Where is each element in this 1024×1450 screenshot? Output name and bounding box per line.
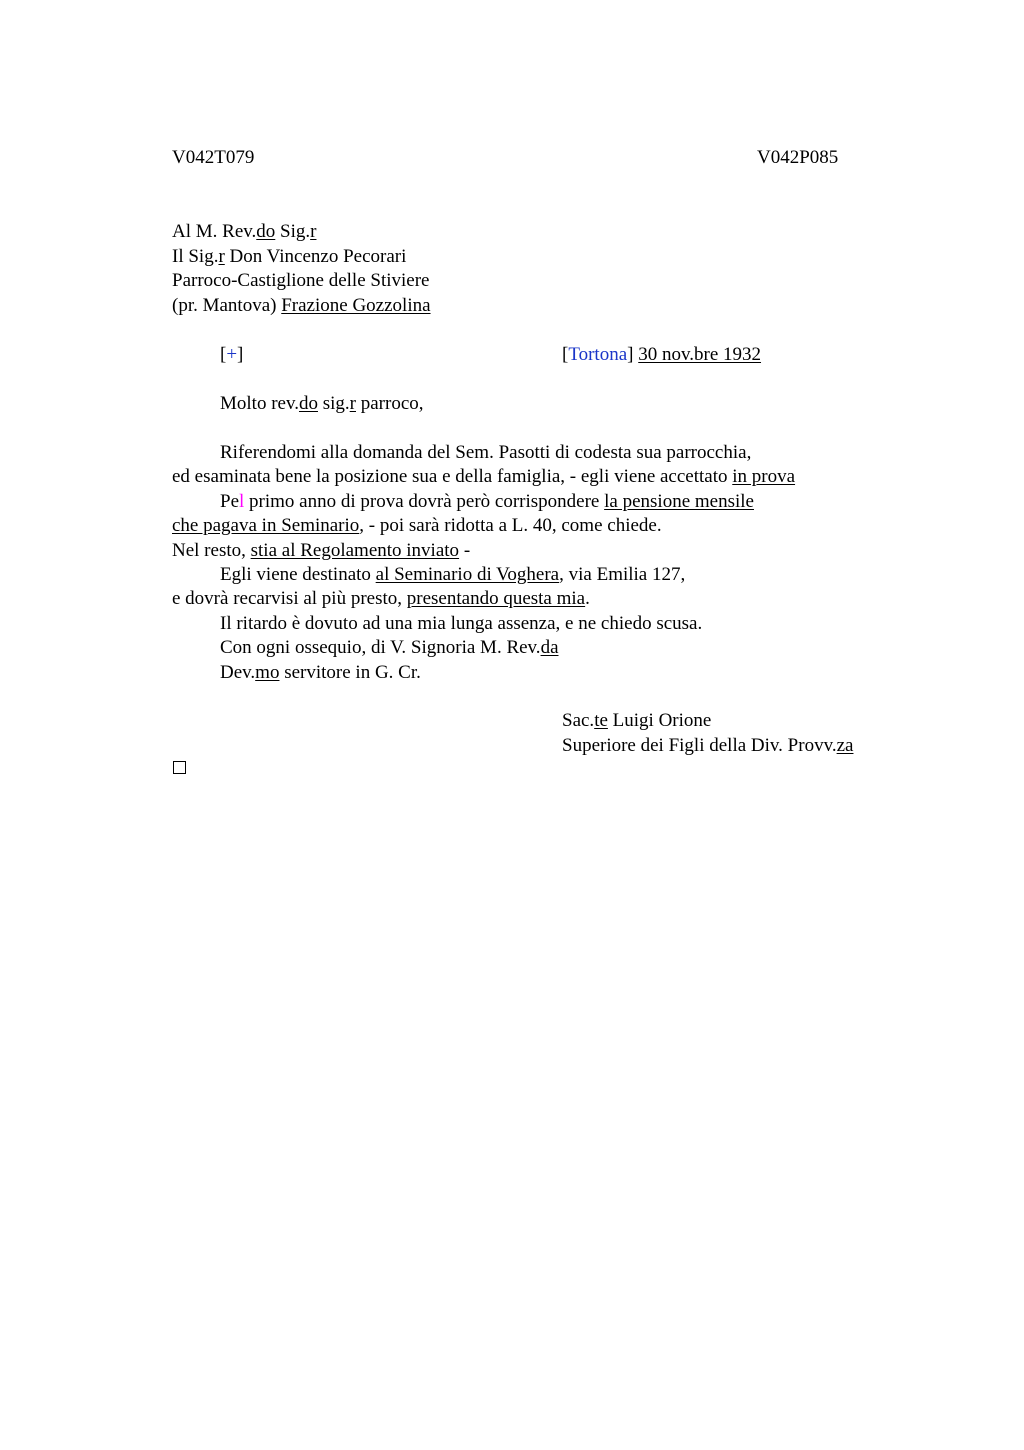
place-and-date: [Tortona] 30 nov.bre 1932	[562, 344, 762, 365]
body-line-10: Dev.mo servitore in G. Cr.	[220, 662, 421, 683]
body-line-9: Con ogni ossequio, di V. Signoria M. Rev.da	[220, 637, 559, 658]
address-line-4: (pr. Mantova) Frazione Gozzolina	[172, 295, 431, 316]
body-line-3: Pel primo anno di prova dovrà però corrispondere la pensione mensile	[220, 491, 754, 512]
address-line-2: Il Sig.r Don Vincenzo Pecorari	[172, 246, 407, 267]
document-code: V042T079	[172, 147, 255, 168]
body-line-1: Riferendomi alla domanda del Sem. Pasotti di codesta sua parrocchia,	[220, 442, 752, 463]
body-line-5: Nel resto, stia al Regolamento inviato -	[172, 540, 471, 561]
salutation: Molto rev.do sig.r parroco,	[220, 393, 424, 414]
body-line-8: Il ritardo è dovuto ad una mia lunga assenza, e ne chiedo scusa.	[220, 613, 703, 634]
address-line-3: Parroco-Castiglione delle Stiviere	[172, 270, 430, 291]
body-line-6: Egli viene destinato al Seminario di Voghera, via Emilia 127,	[220, 564, 686, 585]
body-line-2: ed esaminata bene la posizione sua e della famiglia, - egli viene accettato in prova	[172, 466, 796, 487]
body-line-7: e dovrà recarvisi al più presto, presentando questa mia.	[172, 588, 590, 609]
cross-mark: [+]	[220, 344, 244, 365]
signature-title: Superiore dei Figli della Div. Provv.za	[562, 735, 854, 756]
body-line-4: che pagava in Seminario, - poi sarà ridotta a L. 40, come chiede.	[172, 515, 662, 536]
end-box-icon	[173, 761, 186, 774]
signature-name: Sac.te Luigi Orione	[562, 710, 712, 731]
address-line-1: Al M. Rev.do Sig.r	[172, 221, 317, 242]
page-code: V042P085	[757, 147, 839, 168]
